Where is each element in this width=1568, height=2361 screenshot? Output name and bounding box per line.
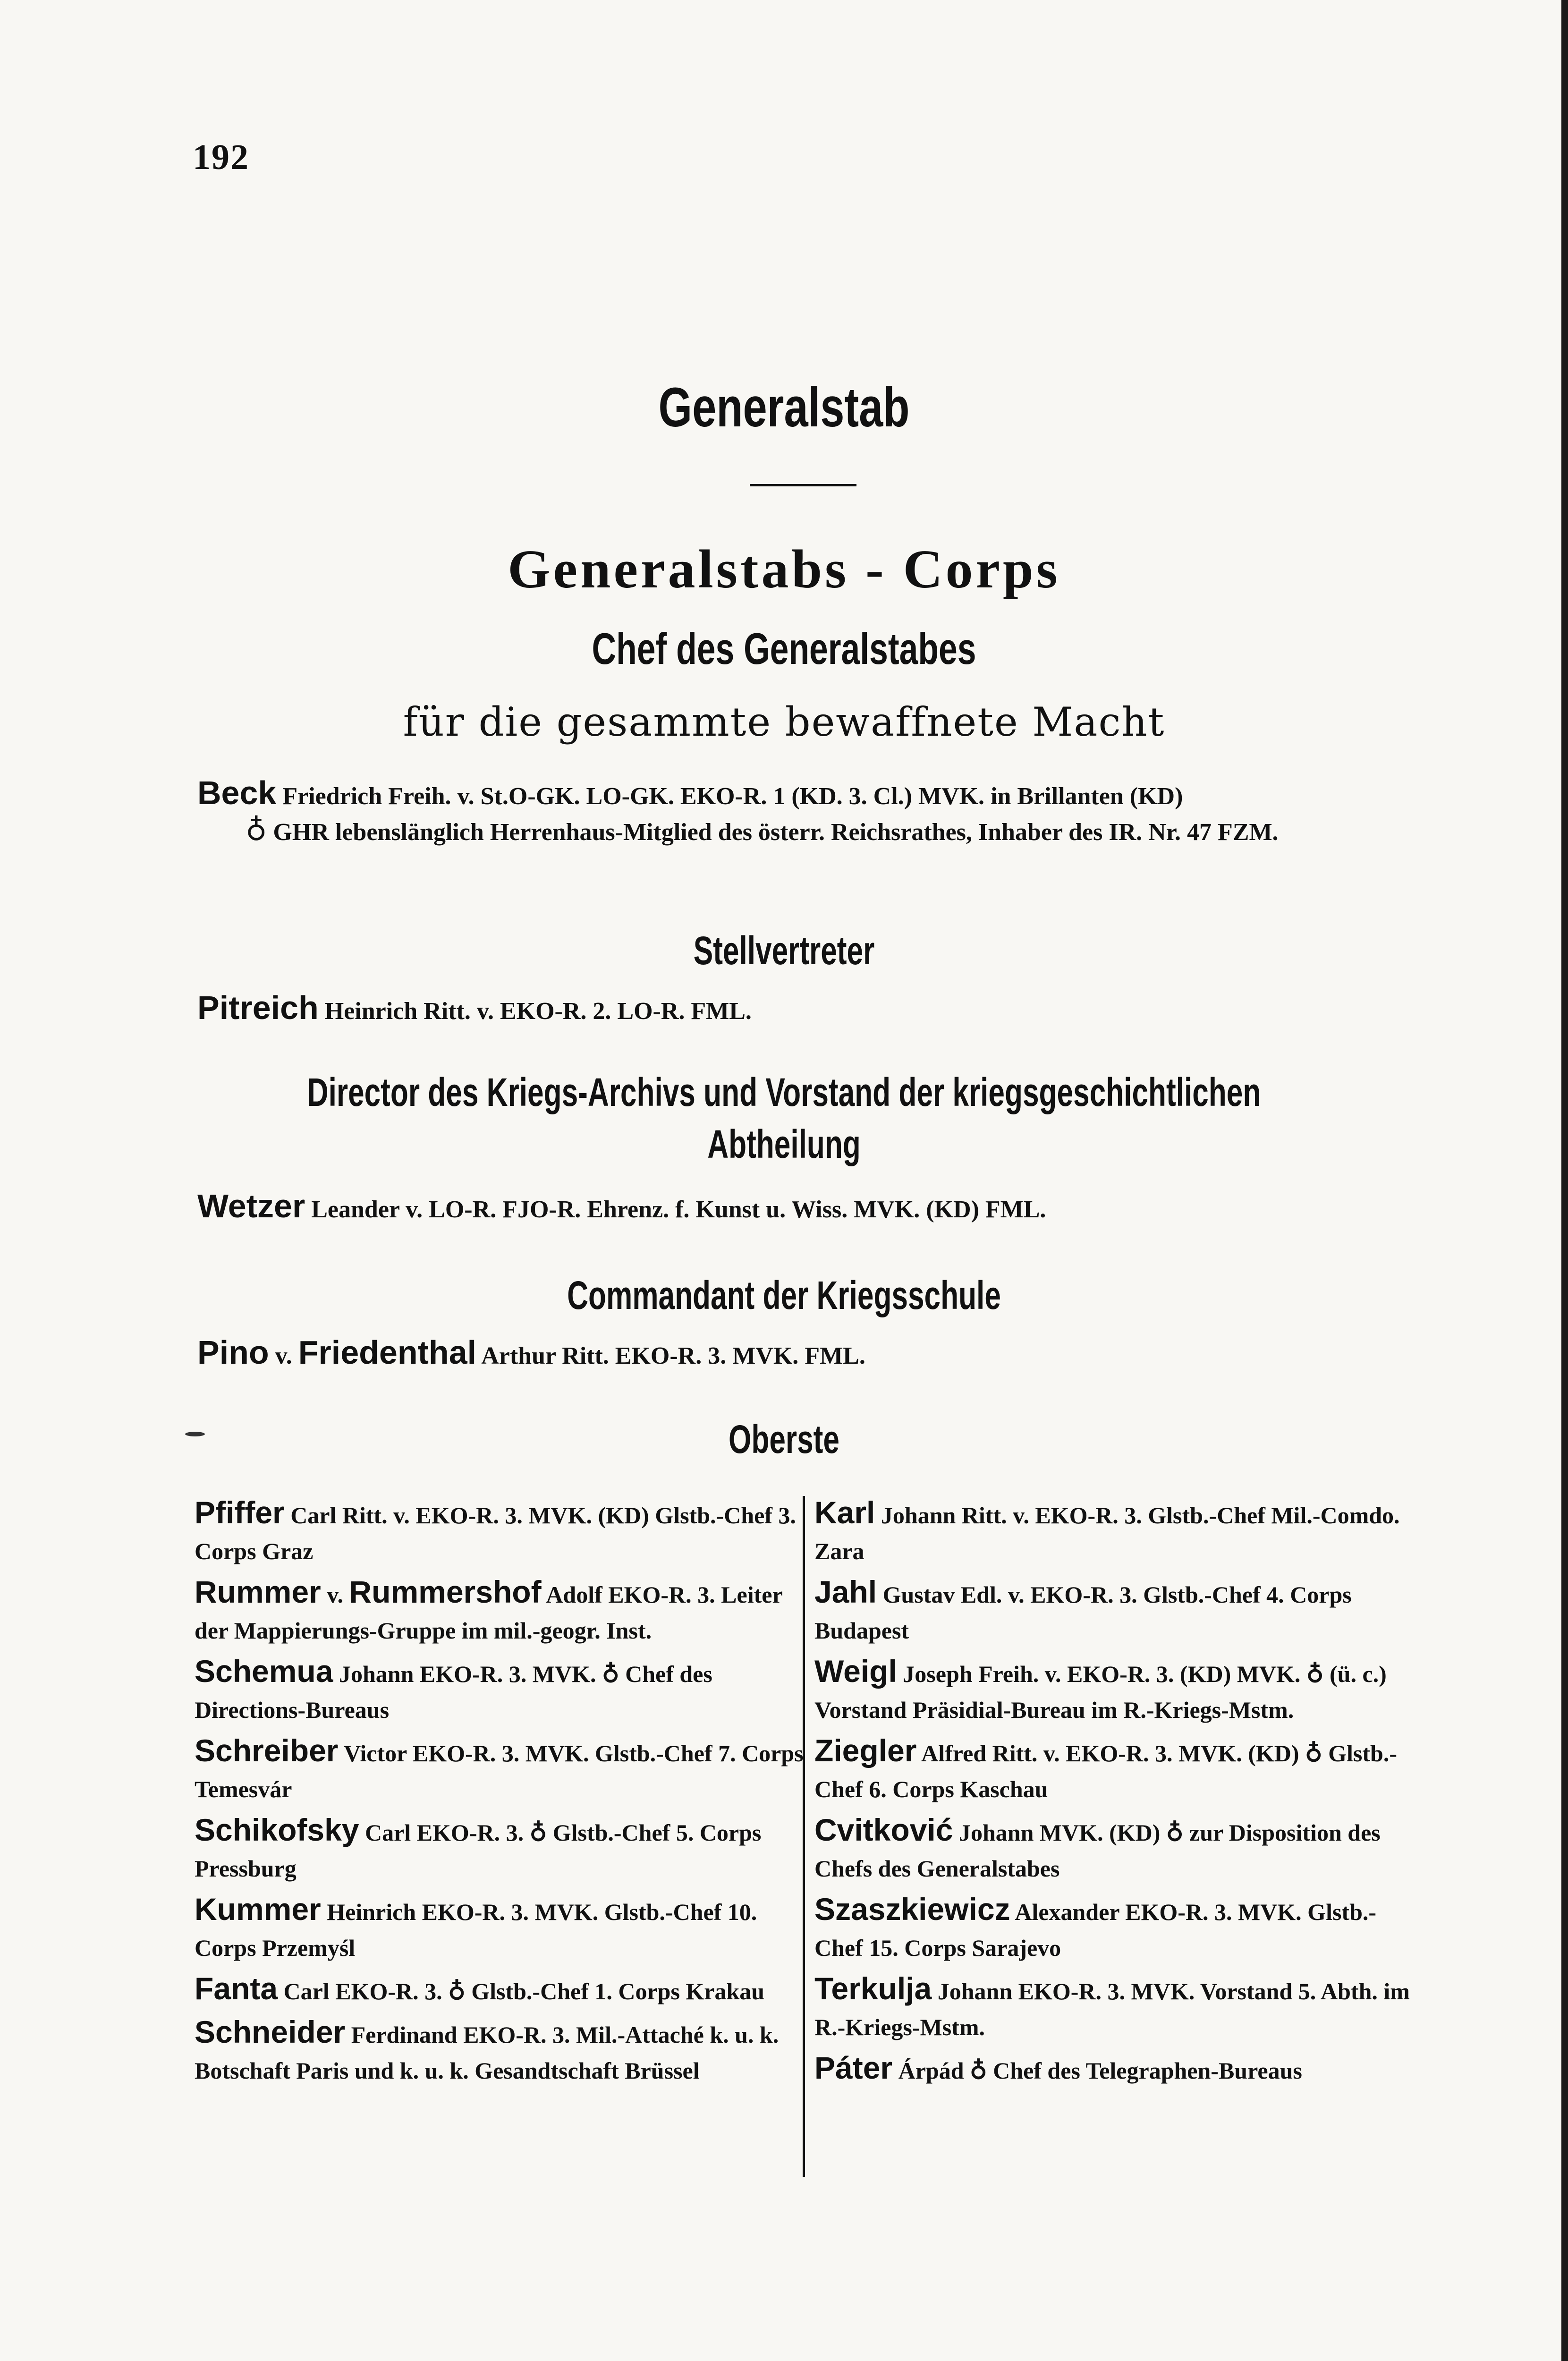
- school-name-2: Friedenthal: [298, 1334, 477, 1371]
- colonel-name: Szaszkiewicz: [814, 1892, 1010, 1927]
- colonel-details: Alexander EKO-R. 3. MVK. Glstb.-Chef 15. Corps Sarajevo: [814, 1899, 1377, 1961]
- colonels-left-column: [195, 1495, 804, 2093]
- colonels-heading: Oberste: [729, 1417, 839, 1461]
- colonel-details: Johann EKO-R. 3. MVK. Vorstand 5. Abth. im R.-Kriegs-Mstm.: [814, 1978, 1410, 2040]
- colonel-details: Gustav Edl. v. EKO-R. 3. Glstb.-Chef 4. Corps Budapest: [814, 1581, 1352, 1644]
- colonel-particle: v.: [327, 1581, 343, 1608]
- colonel-entry: [195, 2014, 804, 2089]
- colonel-entry: [814, 1495, 1424, 1569]
- colonel-details: Árpád ♁ Chef des Telegraphen-Bureaus: [898, 2057, 1302, 2084]
- chief-subheading: für die gesammte bewaffnete Macht: [403, 699, 1165, 745]
- colonel-name: Cvitković: [814, 1812, 953, 1847]
- colonel-name: Weigl: [814, 1654, 897, 1689]
- chief-entry-cont: [246, 812, 1415, 851]
- colonel-name: Fanta: [195, 1971, 278, 2006]
- colonel-name: Schreiber: [195, 1733, 339, 1768]
- scan-edge: [1561, 0, 1568, 2361]
- archive-heading: Director des Kriegs-Archivs und Vorstand der kriegsgeschichtlichen: [307, 1070, 1261, 1114]
- colonel-details: Johann MVK. (KD) ♁ zur Disposition des Chefs des Generalstabes: [814, 1819, 1381, 1882]
- colonel-entry: [195, 1495, 804, 1569]
- colonel-details: Carl EKO-R. 3. ♁ Glstb.-Chef 5. Corps Pressburg: [195, 1819, 762, 1882]
- school-entry: [197, 1334, 1415, 1375]
- colonel-name: Jahl: [814, 1574, 877, 1609]
- title-divider: [750, 484, 856, 486]
- colonels-right-column: [814, 1495, 1424, 2093]
- colonel-entry: [814, 1733, 1424, 1807]
- colonel-details: Carl Ritt. v. EKO-R. 3. MVK. (KD) Glstb.-Chef 3. Corps Graz: [195, 1502, 796, 1564]
- school-name: Pino: [197, 1334, 269, 1371]
- colonel-details: Joseph Freih. v. EKO-R. 3. (KD) MVK. ♁ (ü. c.) Vorstand Präsidial-Bureau im R.-Kriegs-Mstm.: [814, 1661, 1387, 1723]
- colonel-name-2: Rummershof: [349, 1574, 542, 1609]
- colonel-name: Karl: [814, 1495, 875, 1530]
- colonel-entry: [814, 1970, 1424, 2045]
- colonel-entry: [195, 1812, 804, 1886]
- chief-details-2: GHR lebenslänglich Herrenhaus-Mitglied des österr. Reichsrathes, Inhaber des IR. Nr. 47 FZM.: [273, 819, 1279, 846]
- colonel-details: Heinrich EKO-R. 3. MVK. Glstb.-Chef 10. Corps Przemyśl: [195, 1899, 757, 1961]
- section-title: Generalstab: [658, 376, 910, 439]
- colonel-name: Rummer: [195, 1574, 321, 1609]
- colonel-details: Carl EKO-R. 3. ♁ Glstb.-Chef 1. Corps Krakau: [283, 1978, 765, 2004]
- deputy-heading: Stellvertreter: [693, 928, 875, 973]
- colonel-entry: [814, 2050, 1424, 2089]
- colonel-details: Victor EKO-R. 3. MVK. Glstb.-Chef 7. Corps Temesvár: [195, 1740, 804, 1802]
- colonel-details: Adolf EKO-R. 3. Leiter der Mappierungs-Gruppe im mil.-geogr. Inst.: [195, 1581, 782, 1644]
- order-symbol-icon: ♁: [246, 815, 267, 847]
- school-heading: Commandant der Kriegsschule: [567, 1273, 1001, 1317]
- colonel-name: Schneider: [195, 2014, 346, 2049]
- colonel-details: Johann EKO-R. 3. MVK. ♁ Chef des Directions-Bureaus: [195, 1661, 712, 1723]
- chief-details-1: Friedrich Freih. v. St.O-GK. LO-GK. EKO-R. 1 (KD. 3. Cl.) MVK. in Brillanten (KD): [282, 783, 1183, 810]
- deputy-details: Heinrich Ritt. v. EKO-R. 2. LO-R. FML.: [324, 998, 752, 1025]
- deputy-entry: [197, 989, 1415, 1030]
- chief-entry: [197, 774, 1415, 815]
- chief-heading: Chef des Generalstabes: [592, 624, 976, 673]
- colonel-entry: [814, 1653, 1424, 1728]
- deputy-name: Pitreich: [197, 989, 319, 1026]
- ink-mark: [185, 1432, 205, 1436]
- colonel-entry: [195, 1891, 804, 1966]
- colonel-name: Páter: [814, 2050, 893, 2085]
- chief-name: Beck: [197, 774, 277, 811]
- colonel-name: Schemua: [195, 1654, 333, 1689]
- colonel-details: Johann Ritt. v. EKO-R. 3. Glstb.-Chef Mil.-Comdo. Zara: [814, 1502, 1400, 1564]
- archive-name: Wetzer: [197, 1188, 305, 1224]
- archive-heading-2: Abtheilung: [707, 1122, 861, 1166]
- school-details: Arthur Ritt. EKO-R. 3. MVK. FML.: [481, 1342, 865, 1369]
- colonel-name: Schikofsky: [195, 1812, 359, 1847]
- colonel-details: Ferdinand EKO-R. 3. Mil.-Attaché k. u. k. Botschaft Paris und k. u. k. Gesandtschaft Brüssel: [195, 2021, 779, 2084]
- school-particle: v.: [275, 1342, 292, 1369]
- colonel-entry: [195, 1733, 804, 1807]
- colonel-name: Terkulja: [814, 1971, 932, 2006]
- colonel-entry: [814, 1812, 1424, 1886]
- corps-title: Generalstabs - Corps: [508, 539, 1060, 600]
- colonel-details: Alfred Ritt. v. EKO-R. 3. MVK. (KD) ♁ Glstb.-Chef 6. Corps Kaschau: [814, 1740, 1397, 1802]
- colonel-entry: [195, 1970, 804, 2009]
- colonel-entry: [814, 1891, 1424, 1966]
- colonel-name: Kummer: [195, 1892, 321, 1927]
- colonel-entry: [814, 1574, 1424, 1648]
- colonel-entry: [195, 1653, 804, 1728]
- page-number: 192: [193, 137, 249, 177]
- colonel-name: Pfiffer: [195, 1495, 285, 1530]
- colonel-name: Ziegler: [814, 1733, 917, 1768]
- archive-entry: [197, 1188, 1415, 1228]
- colonel-entry: [195, 1574, 804, 1648]
- archive-details: Leander v. LO-R. FJO-R. Ehrenz. f. Kunst u. Wiss. MVK. (KD) FML.: [311, 1196, 1046, 1223]
